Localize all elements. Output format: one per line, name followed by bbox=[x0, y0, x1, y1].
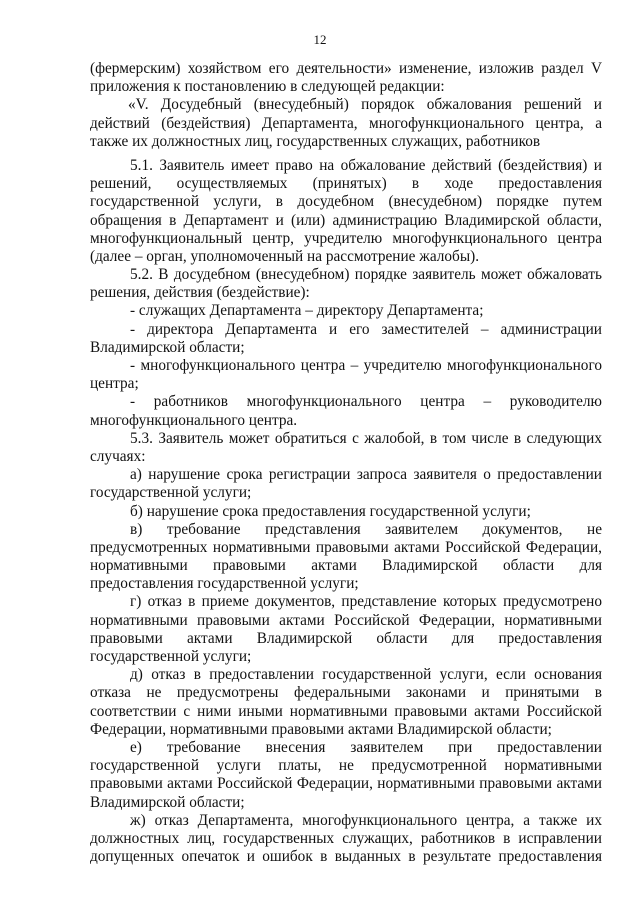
text-line: е) требование внесения заявителем при предоставлении bbox=[130, 738, 602, 756]
document-body bbox=[90, 60, 602, 866]
text-line: правовыми актами Российской Федерации, нормативными правовыми актами bbox=[90, 775, 602, 793]
text-line: решения, действия (бездействие): bbox=[90, 284, 310, 302]
text-line: - директора Департамента и его заместителей – администрации bbox=[130, 320, 602, 338]
text-line: отказа не предусмотрены федеральными законами и принятыми в bbox=[90, 684, 602, 702]
text-line: - работников многофункционального центра – руководителю bbox=[130, 393, 602, 411]
text-line: случаях: bbox=[90, 447, 146, 465]
text-line: должностных лиц, государственных служащих, работников в исправлении bbox=[90, 829, 602, 847]
text-line: правовыми актами Владимирской области для предоставления bbox=[90, 629, 602, 647]
text-line: Владимирской области; bbox=[90, 338, 245, 356]
text-line: обращения в Департамент и (или) администрацию Владимирской области, bbox=[90, 211, 602, 229]
text-line: допущенных опечаток и ошибок в выданных в результате предоставления bbox=[90, 848, 602, 866]
text-line: предусмотренных нормативными правовыми актами Российской Федерации, bbox=[90, 538, 602, 556]
text-line: государственной услуги, в досудебном (внесудебном) порядке путем bbox=[90, 193, 602, 211]
text-line: 5.3. Заявитель может обратиться с жалобой, в том числе в следующих bbox=[130, 429, 602, 447]
text-line: предоставления государственной услуги; bbox=[90, 575, 359, 593]
text-line: 5.2. В досудебном (внесудебном) порядке заявитель может обжаловать bbox=[130, 266, 602, 284]
text-line: многофункционального центра. bbox=[90, 411, 298, 429]
text-line: д) отказ в предоставлении государственной услуги, если основания bbox=[130, 666, 602, 684]
text-line: решений, осуществляемых (принятых) в ходе предоставления bbox=[90, 175, 602, 193]
text-line: соответствии с ними иными нормативными правовыми актами Российской bbox=[90, 702, 602, 720]
text-line: (фермерским) хозяйством его деятельности» изменение, изложив раздел V bbox=[90, 60, 602, 77]
text-line: государственной услуги; bbox=[90, 484, 252, 502]
text-line: государственной услуги платы, не предусмотренной нормативными bbox=[90, 757, 602, 775]
text-line: также их должностных лиц, государственных служащих, работников bbox=[90, 132, 541, 150]
text-line: 5.1. Заявитель имеет право на обжалование действий (бездействия) и bbox=[130, 156, 602, 174]
text-line: Владимирской области; bbox=[90, 793, 245, 811]
text-line: центра; bbox=[90, 375, 139, 393]
text-line: - служащих Департамента – директору Департамента; bbox=[130, 302, 484, 320]
text-line: Федерации, нормативными правовыми актами Владимирской области; bbox=[90, 720, 552, 738]
text-line: «V. Досудебный (внесудебный) порядок обжалования решений и bbox=[128, 96, 602, 114]
text-line: нормативными правовыми актами Российской Федерации, нормативными bbox=[90, 611, 602, 629]
text-line: б) нарушение срока предоставления государственной услуги; bbox=[130, 502, 531, 520]
text-line: государственной услуги; bbox=[90, 648, 252, 665]
text-line: многофункциональный центр, учредителю многофункционального центра bbox=[90, 229, 602, 247]
text-line: а) нарушение срока регистрации запроса заявителя о предоставлении bbox=[130, 466, 602, 484]
text-line: - многофункционального центра – учредителю многофункционального bbox=[130, 357, 602, 374]
text-line: в) требование представления заявителем документов, не bbox=[130, 520, 602, 538]
text-line: (далее – орган, уполномоченный на рассмотрение жалобы). bbox=[90, 247, 480, 265]
page-number: 12 bbox=[313, 32, 327, 47]
text-line: нормативными правовыми актами Владимирской области для bbox=[90, 557, 602, 575]
text-line: ж) отказ Департамента, многофункционального центра, а также их bbox=[130, 811, 602, 829]
text-line: г) отказ в приеме документов, представление которых предусмотрено bbox=[130, 593, 602, 611]
text-line: действий (бездействия) Департамента, многофункционального центра, а bbox=[90, 114, 602, 132]
text-line: приложения к постановлению в следующей редакции: bbox=[90, 78, 445, 96]
